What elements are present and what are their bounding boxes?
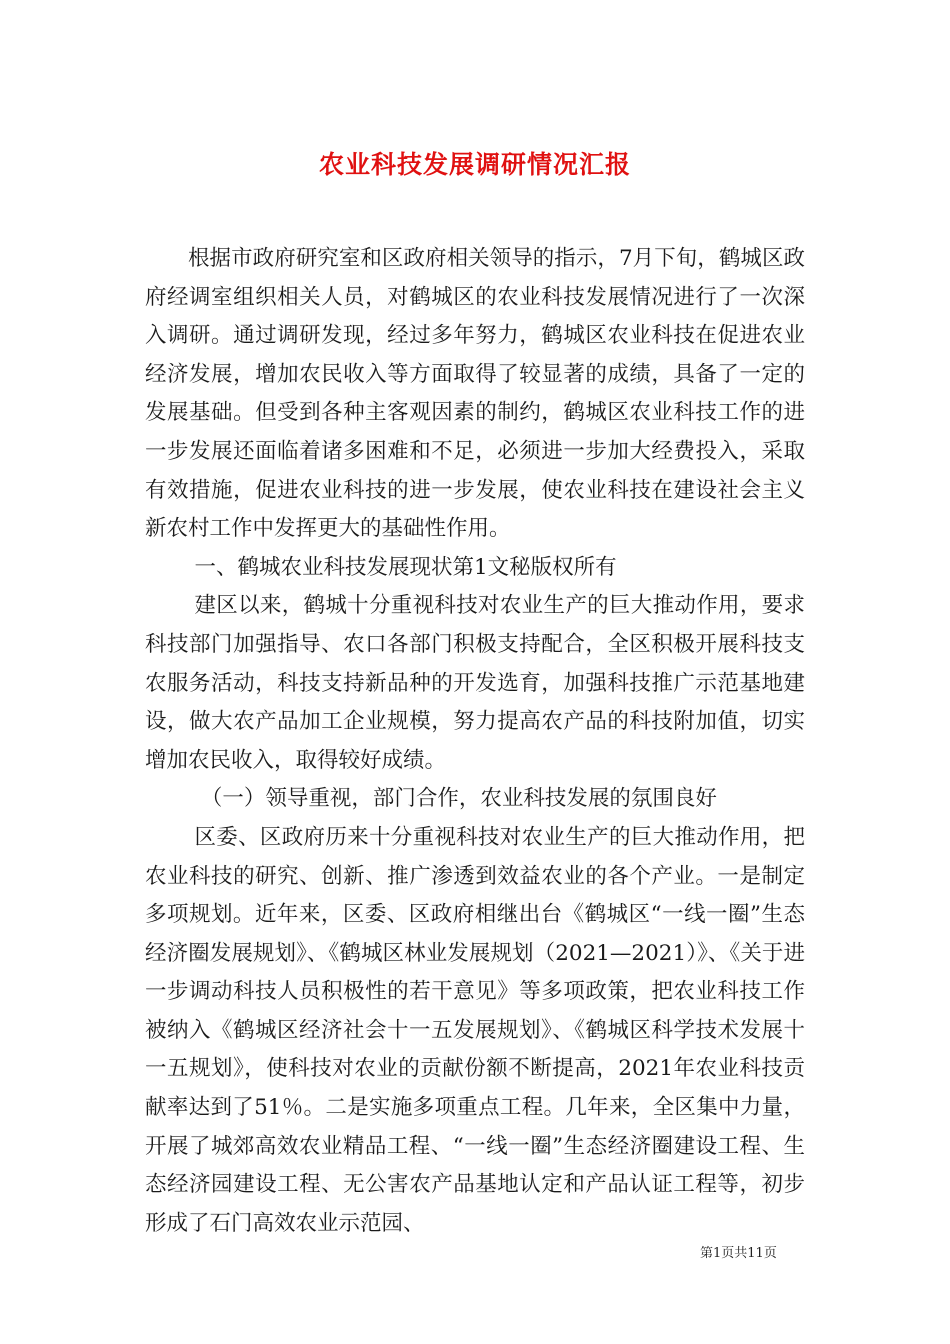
- document-title: 农业科技发展调研情况汇报: [318, 149, 631, 179]
- paragraph-section-1: 建区以来，鹤城十分重视科技对农业生产的巨大推动作用，要求科技部门加强指导、农口各部门积极支持配合，全区积极开展科技支农服务活动，科技支持新品种的开发选育，加强科技推广示范基地建设，做大农产品加工企业规模，努力提高农产品的科技附加值，切实增加农民收入，取得较好成绩。: [145, 593, 805, 773]
- paragraph-intro: 根据市政府研究室和区政府相关领导的指示，7月下旬，鹤城区政府经调室组织相关人员，对鹤城区的农业科技发展情况进行了一次深入调研。通过调研发现，经过多年努力，鹤城区农业科技在促进农业经济发展，增加农民收入等方面取得了较显著的成绩，具备了一定的发展基础。但受到各种主客观因素的制约，鹤城区农业科技工作的进一步发展还面临着诸多困难和不足，必须进一步加大经费投入，采取有效措施，促进农业科技的进一步发展，使农业科技在建设社会主义新农村工作中发挥更大的基础性作用。: [145, 246, 805, 542]
- paragraph-subsection-1: 区委、区政府历来十分重视科技对农业生产的巨大推动作用，把农业科技的研究、创新、推广渗透到效益农业的各个产业。一是制定多项规划。近年来，区委、区政府相继出台《鹤城区“一线一圈”生态经济圈发展规划》、《鹤城区林业发展规划（2021—2021）》、《关于进一步调动科技人员积极性的若干意见》等多项政策，把农业科技工作被纳入《鹤城区经济社会十一五发展规划》、《鹤城区科学技术发展十一五规划》，使科技对农业的贡献份额不断提高，2021年农业科技贡献率达到了51％。二是实施多项重点工程。几年来，全区集中力量，开展了城郊高效农业精品工程、“一线一圈”生态经济圈建设工程、生态经济园建设工程、无公害农产品基地认定和产品认证工程等，初步形成了石门高效农业示范园、: [145, 824, 806, 1236]
- document-body: [145, 240, 805, 1243]
- section-heading-1: 一、鹤城农业科技发展现状第1文秘版权所有: [194, 554, 617, 580]
- subsection-heading-1: （一）领导重视，部门合作，农业科技发展的氛围良好: [200, 786, 717, 812]
- page-number-footer: 第1页共11页: [700, 1246, 777, 1261]
